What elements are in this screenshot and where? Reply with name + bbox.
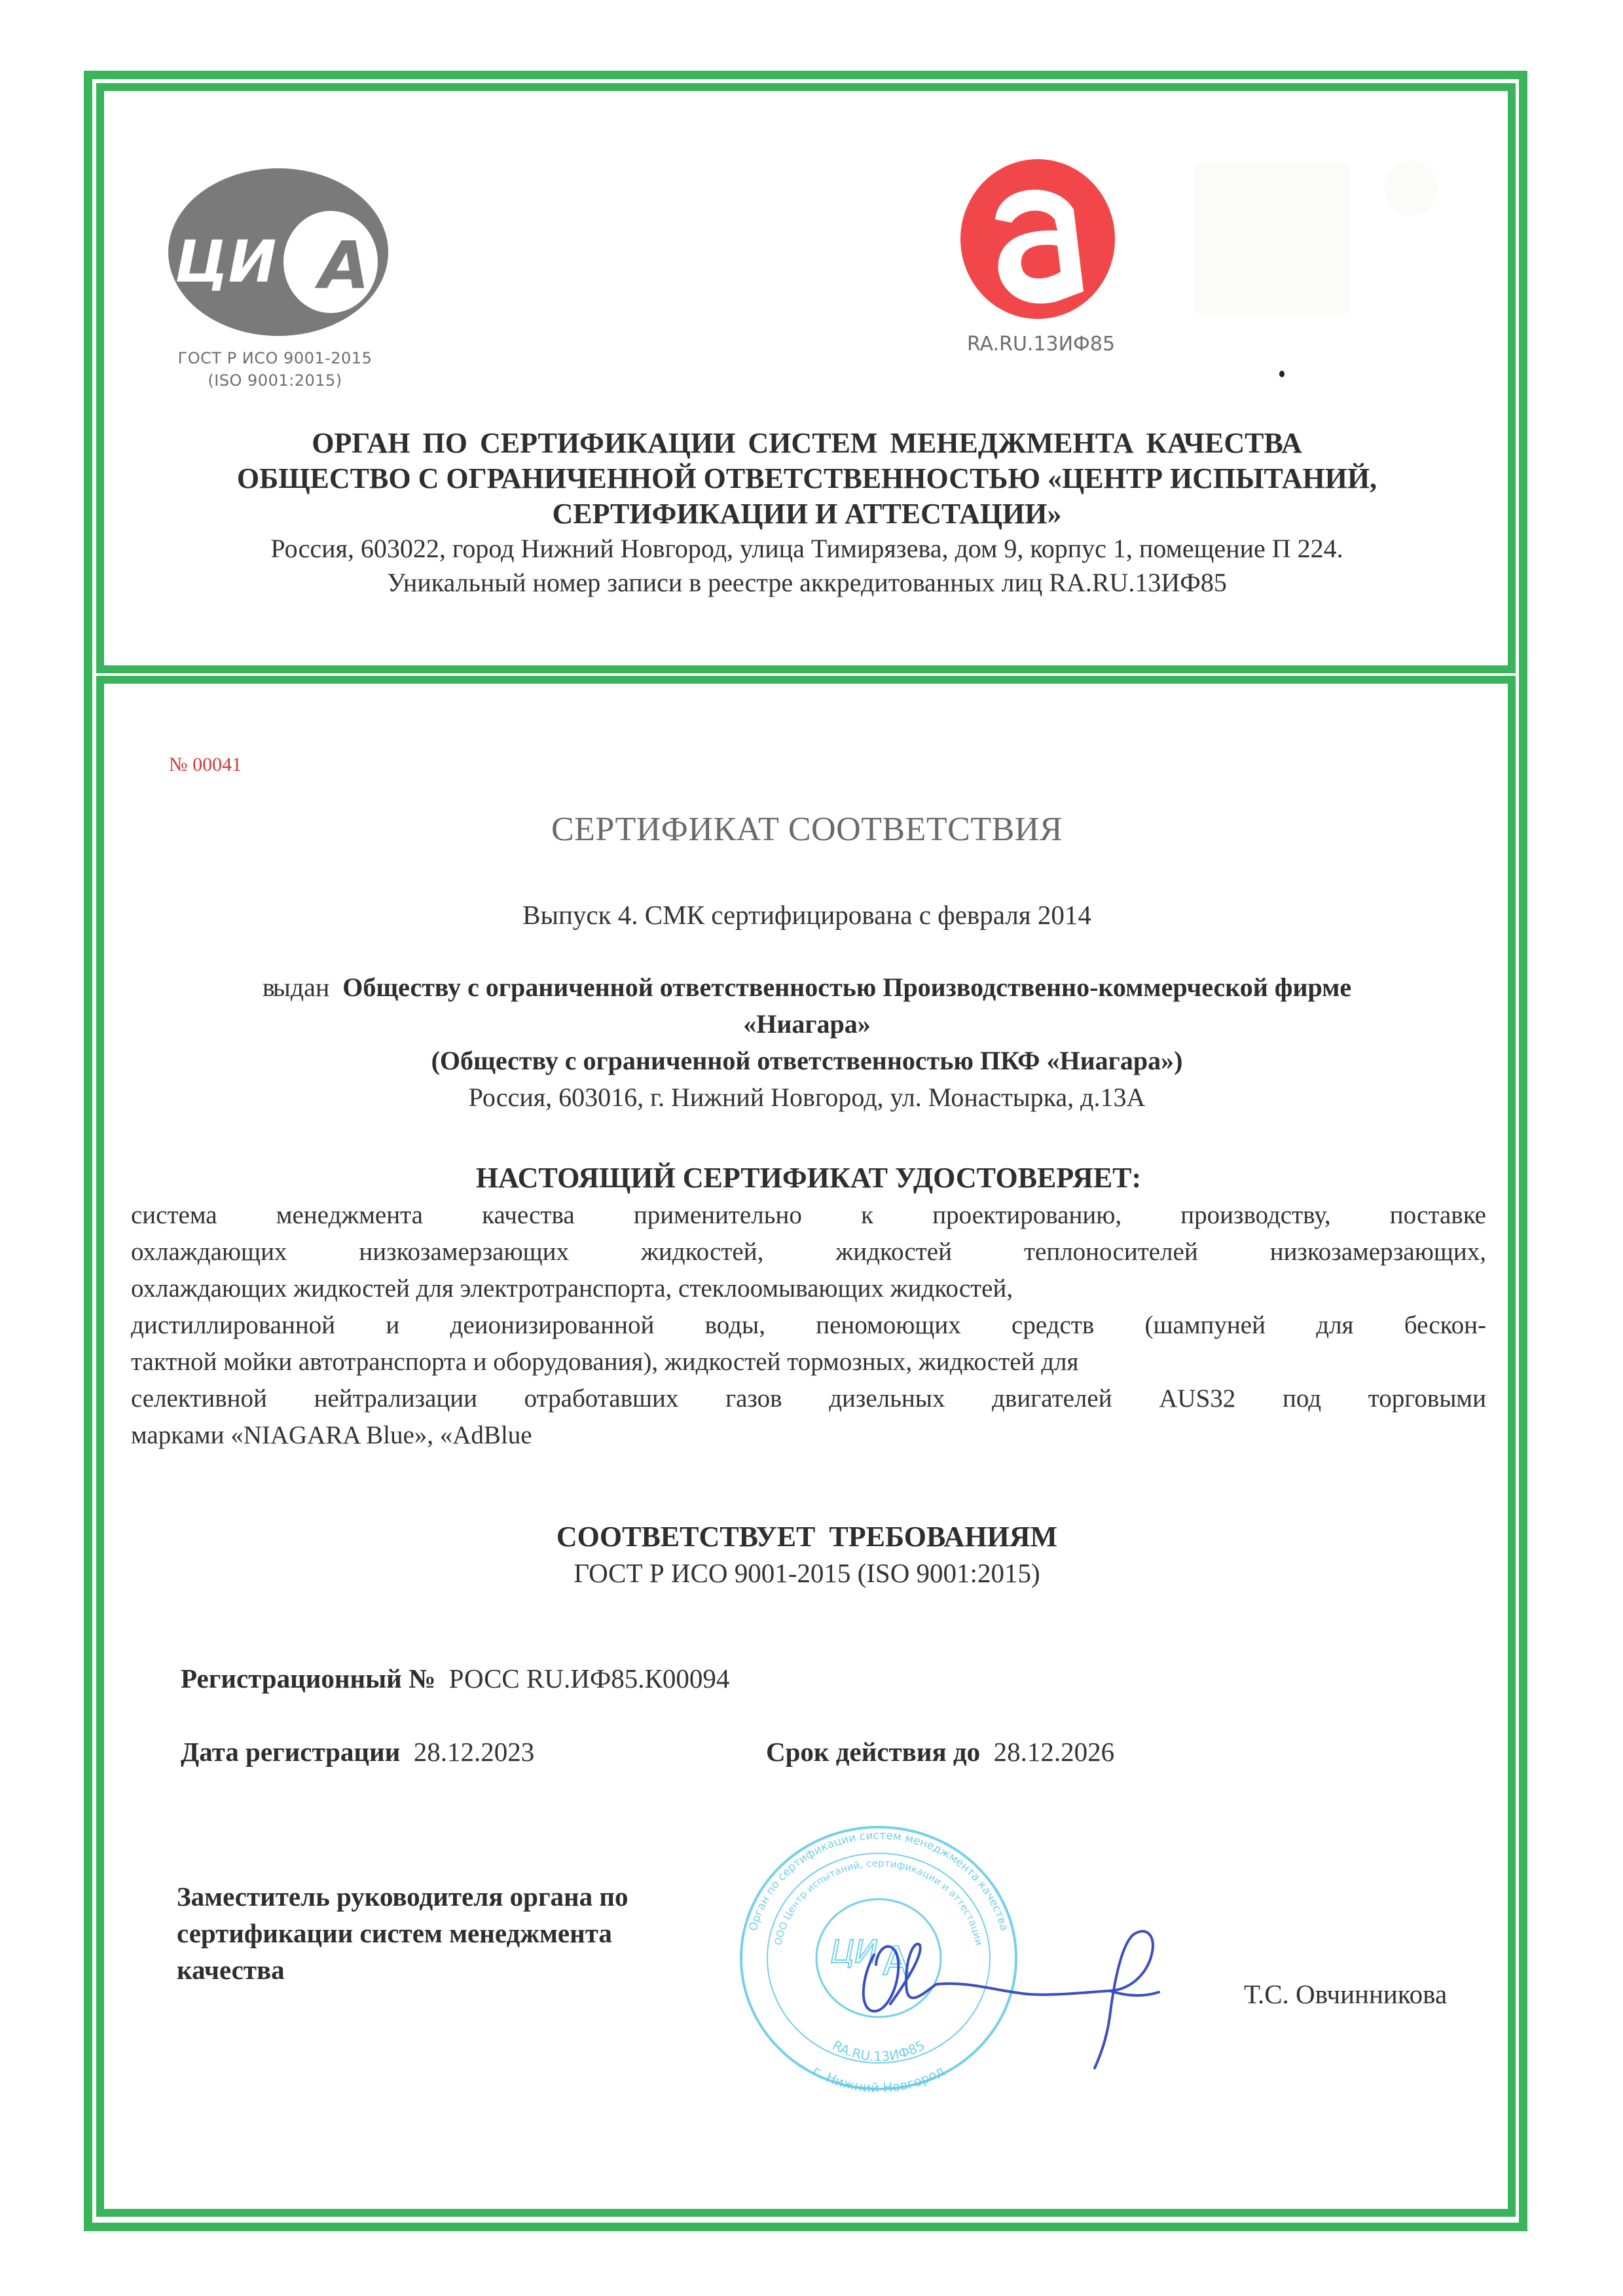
registration-date-value: 28.12.2023 (413, 1737, 535, 1767)
accreditation-caption: RA.RU.13ИФ85 (966, 333, 1116, 356)
stamp-center-right: А (883, 1938, 910, 1984)
stamp-outer-text: Орган по сертификации систем менеджмента качества (746, 1828, 1011, 1933)
valid-until-value: 28.12.2026 (993, 1737, 1115, 1767)
issuer-header (115, 426, 1499, 600)
issuer-body-title: ОРГАН ПО СЕРТИФИКАЦИИ СИСТЕМ МЕНЕДЖМЕНТА КАЧЕСТВА (312, 427, 1302, 459)
issued-prefix-first-letter: в (262, 972, 275, 1002)
scope-line: марками «NIAGARA Blue», «AdBlue (131, 1421, 532, 1449)
registration-date-label: Дата регистрации (181, 1737, 401, 1767)
cisa-caption (151, 347, 399, 392)
scope-line: дистиллированной и деионизированной воды, пеномоющих средств (шампуней для бескон- (131, 1311, 1486, 1339)
conformity-block (115, 1518, 1499, 1590)
scope-line: тактной мойки автотранспорта и оборудования), жидкостей тормозных, жидкостей для (131, 1348, 1079, 1376)
organization-address: Россия, 603016, г. Нижний Новгород, ул. Монастырка, д.13А (468, 1083, 1146, 1112)
faded-logo-icon (1195, 162, 1349, 313)
issuer-address: Россия, 603022, город Нижний Новгород, улица Тимирязева, дом 9, корпус 1, помещение П 224. (270, 534, 1343, 563)
stamp-accreditation-text: RA.RU.13ИФ85 (830, 2037, 928, 2065)
organization-short-name: (Обществу с ограниченной ответственностью ПКФ «Ниагара») (431, 1046, 1183, 1075)
conforms-heading: СООТВЕТСТВУЕТ ТРЕБОВАНИЯМ (556, 1521, 1058, 1553)
cisa-logo-icon (167, 164, 393, 341)
organization-brand-name: «Ниагара» (743, 1009, 871, 1039)
stamp-center-left: ЦИ (830, 1934, 879, 1971)
issued-to-block (121, 969, 1493, 1116)
signer-position-line: Заместитель руководителя органа по (177, 1881, 629, 1912)
signer-name: Т.С. Овчинникова (1244, 1979, 1448, 2009)
certification-statement (131, 1159, 1486, 1454)
registration-number-row (181, 1662, 729, 1695)
issued-to-line (121, 969, 1493, 1006)
certificate-issue-info: Выпуск 4. СМК сертифицирована с февраля 2014 (522, 900, 1091, 930)
accreditation-logo-icon (959, 157, 1129, 321)
signer-position-line: сертификации систем менеджмента (177, 1918, 612, 1948)
certifies-heading: НАСТОЯЩИЙ СЕРТИФИКАТ УДОСТОВЕРЯЕТ: (475, 1162, 1142, 1194)
issued-prefix-rest: ыдан (272, 972, 330, 1002)
stamp-inner-text: ООО Центр испытаний, сертификации и аттестации (772, 1857, 985, 1946)
stamp-city-text: г. Нижний Новгород (810, 2062, 947, 2096)
cisa-caption-line1: ГОСТ Р ИСО 9001-2015 (177, 349, 373, 367)
certificate-title: СЕРТИФИКАТ СООТВЕТСТВИЯ (551, 811, 1063, 848)
registration-number-value: РОСС RU.ИФ85.К00094 (448, 1663, 730, 1694)
certification-scope (131, 1197, 1486, 1454)
faded-emblem-icon (1385, 160, 1437, 216)
registration-date-row (181, 1735, 534, 1768)
signer-position-line: качества (177, 1955, 285, 1985)
scope-line: охлаждающих жидкостей для электротранспорта, стеклоомывающих жидкостей, (131, 1274, 1013, 1303)
cisa-caption-line2: (ISO 9001:2015) (208, 371, 342, 390)
issuer-org-name-line1: ОБЩЕСТВО С ОГРАНИЧЕННОЙ ОТВЕТСТВЕННОСТЬЮ «ЦЕНТР ИСПЫТАНИЙ, (236, 462, 1377, 494)
cisa-logo-text-left: ЦИ (175, 228, 277, 295)
organization-full-name: Обществу с ограниченной ответственностью Производственно-коммерческой фирме (342, 972, 1352, 1002)
handwritten-signature-icon (851, 1919, 1231, 2069)
registration-number-label: Регистрационный № (181, 1663, 436, 1694)
ink-dot (1279, 371, 1285, 377)
scope-line: селективной нейтрализации отработавших газов дизельных двигателей AUS32 под торговыми (131, 1384, 1486, 1413)
scope-line: охлаждающих низкозамерзающих жидкостей, жидкостей теплоносителей низкозамерзающих, (131, 1238, 1486, 1266)
issuer-registry-number: Уникальный номер записи в реестре аккредитованных лиц RA.RU.13ИФ85 (387, 568, 1227, 597)
valid-until-label: Срок действия до (766, 1737, 981, 1767)
issuer-org-name-line2: СЕРТИФИКАЦИИ И АТТЕСТАЦИИ» (552, 498, 1062, 530)
conforms-standard: ГОСТ Р ИСО 9001-2015 (ISO 9001:2015) (574, 1558, 1040, 1588)
valid-until-row (766, 1735, 1114, 1768)
cisa-logo-text-right: А (319, 227, 370, 304)
signer-position (177, 1878, 701, 1988)
certificate-serial-number: № 00041 (169, 754, 242, 775)
scope-line: система менеджмента качества применительно к проектированию, производству, поставке (131, 1201, 1486, 1229)
